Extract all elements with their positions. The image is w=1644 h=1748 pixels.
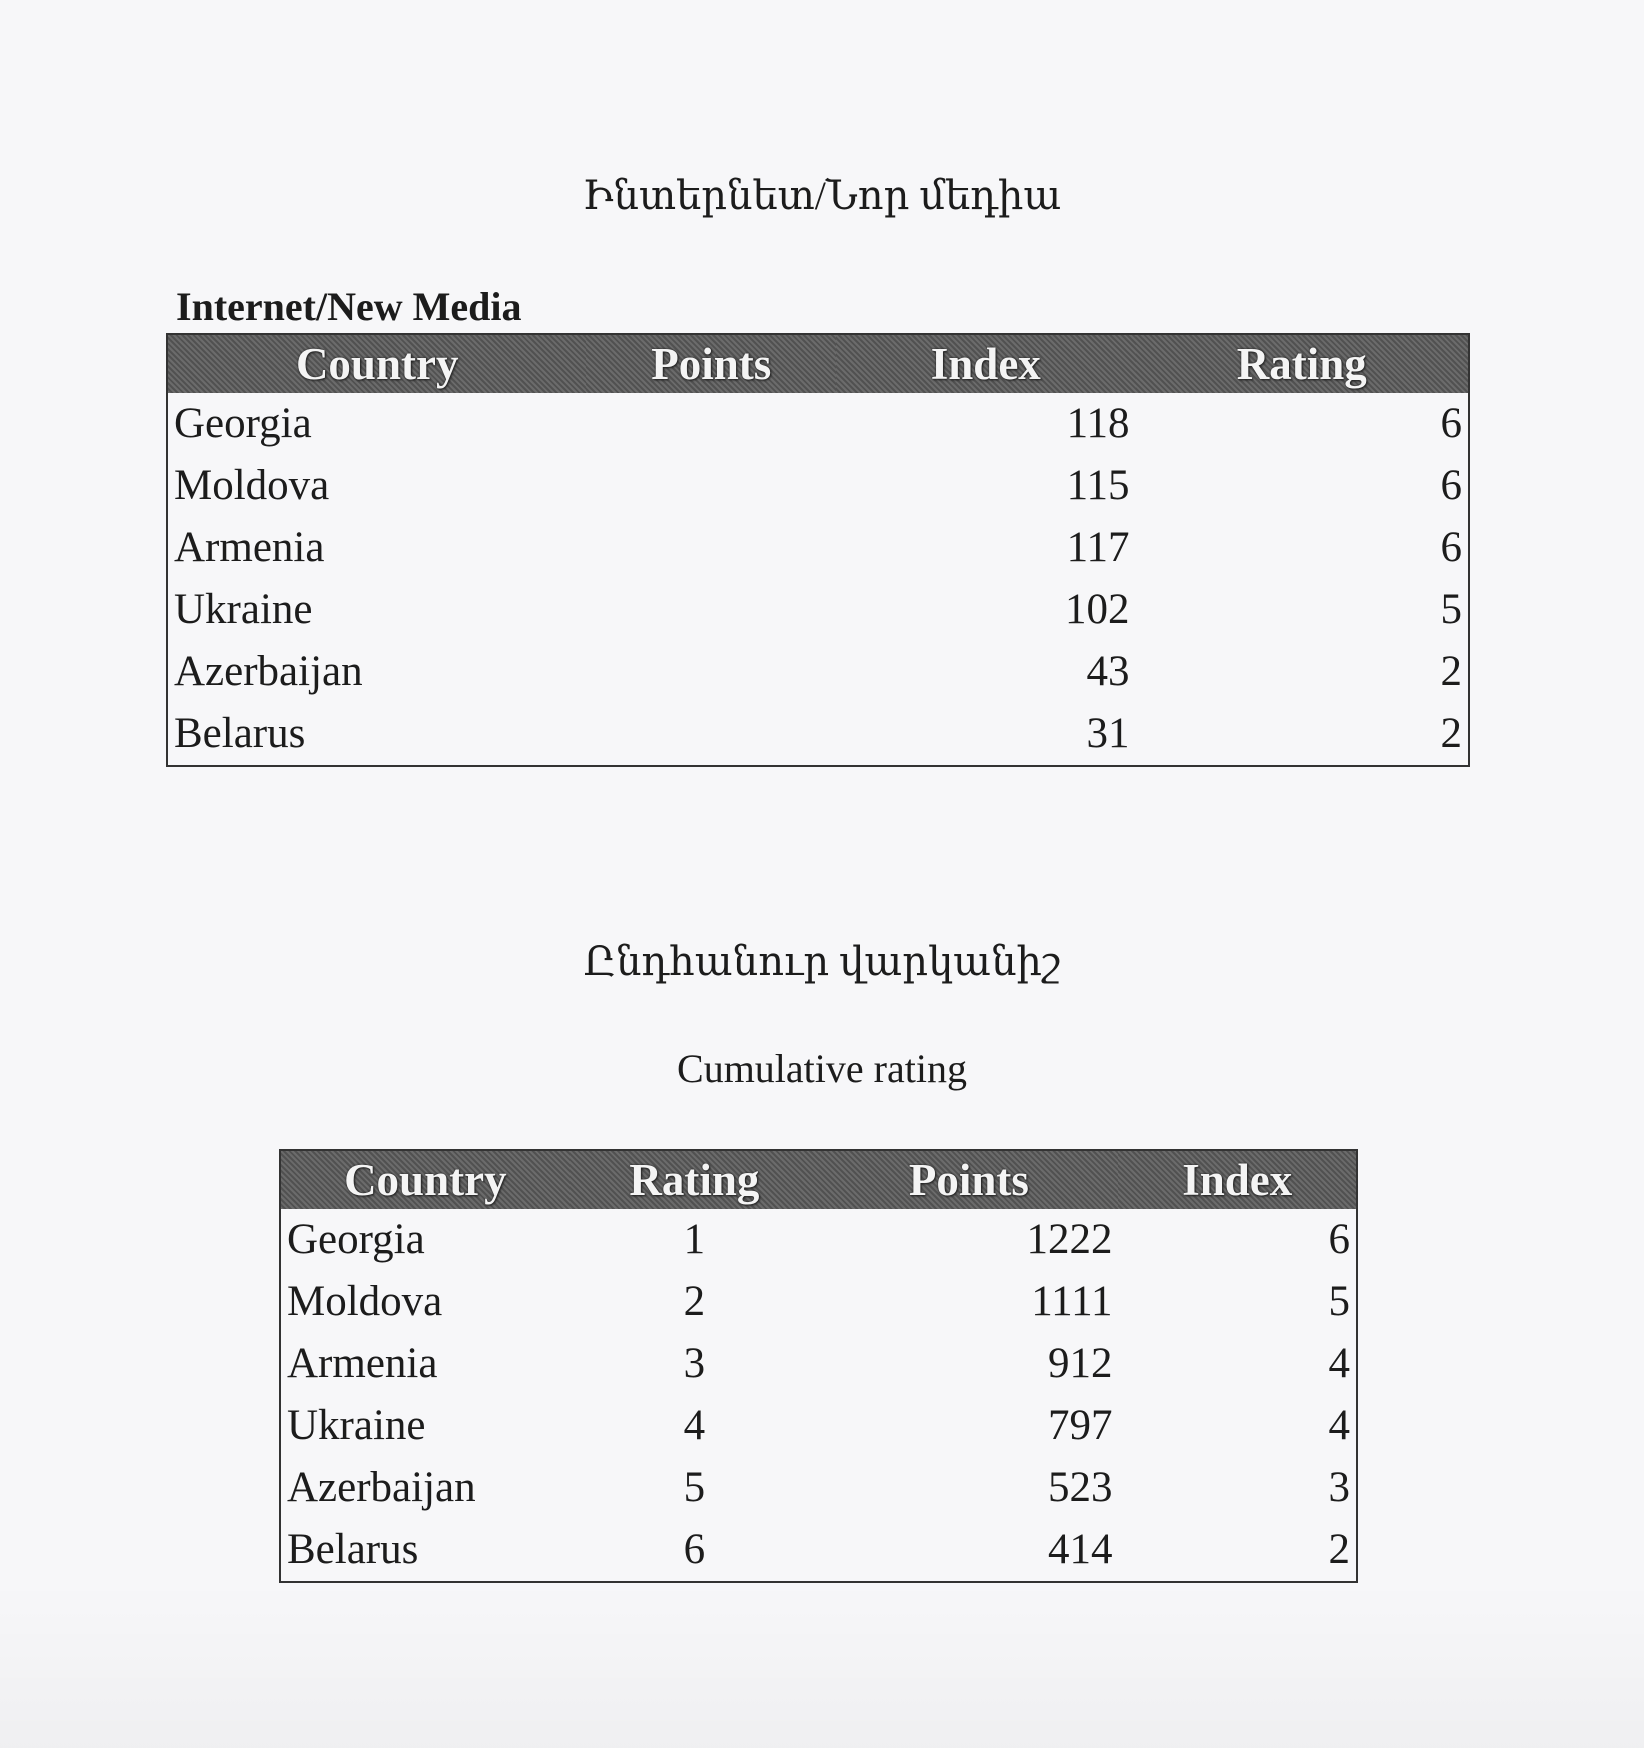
- cell-country: Armenia: [287, 1340, 438, 1387]
- internet-media-table: [166, 333, 1470, 767]
- cell-points: 414: [1047, 1526, 1113, 1573]
- cell-rating: 1: [683, 1216, 706, 1263]
- cell-rating: 5: [683, 1464, 706, 1511]
- cell-index: 5: [1328, 1278, 1350, 1325]
- section1-armenian-title: Ինտերնետ/Նոր մեդիա: [582, 173, 1062, 218]
- cell-rating: 6: [1440, 400, 1462, 447]
- cell-country: Azerbaijan: [174, 648, 363, 695]
- table-row: [167, 455, 1469, 517]
- cell-rating: 6: [1440, 524, 1462, 571]
- cell-country: Azerbaijan: [287, 1464, 476, 1511]
- table-row: [167, 641, 1469, 703]
- cell-index: 3: [1328, 1464, 1350, 1511]
- cell-index: 102: [1065, 586, 1130, 633]
- cell-index: 2: [1328, 1526, 1350, 1573]
- table-header-row: [167, 334, 1469, 393]
- cell-points: 797: [1047, 1402, 1113, 1449]
- cell-country: Armenia: [174, 524, 325, 571]
- table-row: [167, 517, 1469, 579]
- cell-rating: 4: [683, 1402, 706, 1449]
- cell-rating: 2: [1440, 710, 1462, 757]
- table-row: [167, 703, 1469, 766]
- cell-country: Belarus: [174, 710, 306, 757]
- cell-points: [586, 393, 836, 455]
- cell-points: [586, 517, 836, 579]
- cell-rating: 2: [683, 1278, 706, 1325]
- cell-index: 6: [1328, 1216, 1350, 1263]
- cell-points: [586, 703, 836, 766]
- paper-shadow: [0, 1580, 1644, 1748]
- table-row: [167, 579, 1469, 641]
- header-country: Country: [167, 334, 586, 393]
- header-index: Index: [1118, 1150, 1357, 1209]
- cell-index: 31: [1086, 710, 1130, 757]
- cell-country: Georgia: [287, 1216, 425, 1263]
- cell-rating: 5: [1440, 586, 1462, 633]
- header-points: Points: [819, 1150, 1118, 1209]
- table-row: [280, 1271, 1357, 1333]
- cell-points: [586, 641, 836, 703]
- section2-english-title: Cumulative rating: [677, 1046, 967, 1091]
- cell-points: 1222: [1026, 1216, 1113, 1263]
- table-row: [280, 1519, 1357, 1582]
- cell-points: 1111: [1031, 1278, 1113, 1325]
- table-header-row: [280, 1150, 1357, 1209]
- header-country: Country: [280, 1150, 570, 1209]
- cell-index: 118: [1066, 400, 1130, 447]
- section1-english-title: Internet/New Media: [176, 284, 522, 329]
- cell-index: 115: [1066, 462, 1130, 509]
- cell-rating: 2: [1440, 648, 1462, 695]
- cell-country: Moldova: [174, 462, 330, 509]
- header-rating: Rating: [570, 1150, 820, 1209]
- cell-points: 523: [1047, 1464, 1113, 1511]
- cell-index: 4: [1328, 1340, 1350, 1387]
- table-row: [280, 1209, 1357, 1271]
- cell-rating: 3: [683, 1340, 706, 1387]
- cell-index: 43: [1086, 648, 1130, 695]
- cell-country: Belarus: [287, 1526, 419, 1573]
- cell-points: [586, 579, 836, 641]
- table-row: [280, 1395, 1357, 1457]
- header-points: Points: [586, 334, 836, 393]
- cell-index: 4: [1328, 1402, 1350, 1449]
- header-index: Index: [836, 334, 1135, 393]
- cell-rating: 6: [1440, 462, 1462, 509]
- table-row: [167, 393, 1469, 455]
- cumulative-rating-table: [279, 1149, 1358, 1583]
- table-row: [280, 1457, 1357, 1519]
- cell-points: 912: [1047, 1340, 1113, 1387]
- cell-country: Georgia: [174, 400, 312, 447]
- header-rating: Rating: [1136, 334, 1469, 393]
- cell-index: 117: [1066, 524, 1130, 571]
- cell-country: Ukraine: [287, 1402, 426, 1449]
- table-row: [280, 1333, 1357, 1395]
- cell-rating: 6: [683, 1526, 706, 1573]
- section2-armenian-title: Ընդհանուր վարկանիշ: [583, 939, 1061, 984]
- cell-country: Ukraine: [174, 586, 313, 633]
- cell-points: [586, 455, 836, 517]
- cell-country: Moldova: [287, 1278, 443, 1325]
